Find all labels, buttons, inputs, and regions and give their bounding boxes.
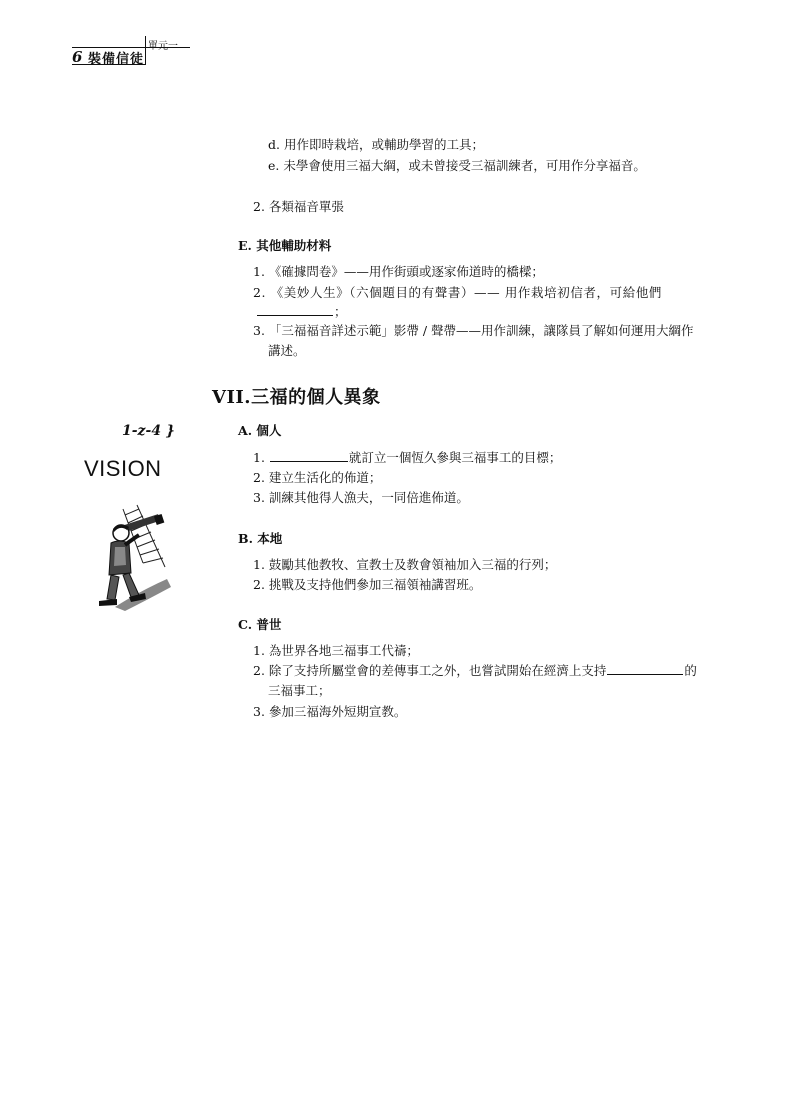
list-item-e2: 2. 《美妙人生》（六個題目的有聲書）—— 用作栽培初信者，可給他們 [253, 285, 663, 300]
list-item-a1 [253, 449, 561, 467]
list-item-a1-text: 就訂立一個恆久參與三福事工的目標； [348, 450, 562, 465]
list-item-e2-end: ； [334, 304, 347, 319]
list-item-a3: 3. 訓練其他得人漁夫，一同倍進佈道。 [253, 490, 469, 505]
list-item-a1-number: 1. [253, 450, 265, 465]
list-item-e1: 1. 《確據問卷》——用作街頭或逐家佈道時的橋樑； [253, 264, 544, 279]
fill-in-blank [607, 662, 683, 675]
section-heading-e: E. 其他輔助材料 [238, 238, 332, 253]
section-title-vii: VII.三福的個人異象 [212, 387, 381, 408]
book-title: 裝備信徒 [88, 52, 145, 67]
header-divider [145, 36, 146, 65]
fill-in-blank [257, 303, 333, 316]
section-heading-b: B. 本地 [238, 531, 283, 546]
vision-label: VISION [84, 456, 162, 481]
telescope-man-illustration [85, 503, 175, 619]
margin-reference: 1-z-4 } [122, 423, 175, 439]
list-item-e2-continued [256, 303, 347, 321]
page-number: 6 [72, 48, 83, 66]
list-item-c2-text: 2. 除了支持所屬堂會的差傳事工之外，也嘗試開始在經濟上支持 [253, 663, 607, 678]
list-item-e3-continued: 講述。 [268, 343, 306, 358]
list-item-tracts: 2. 各類福音單張 [253, 199, 344, 214]
section-heading-a: A. 個人 [238, 423, 282, 438]
list-item-e: e. 未學會使用三福大綱，或未曾接受三福訓練者，可用作分享福音。 [268, 158, 646, 173]
list-item-c1: 1. 為世界各地三福事工代禱； [253, 643, 419, 658]
fill-in-blank [270, 449, 348, 462]
unit-label: 單元一 [148, 41, 178, 52]
list-item-c2-suffix: 的 [684, 663, 697, 678]
list-item-b1: 1. 鼓勵其他教牧、宣教士及教會領袖加入三福的行列； [253, 557, 557, 572]
list-item-e3: 3. 「三福福音詳述示範」影帶 / 聲帶——用作訓練，讓隊員了解如何運用大綱作 [253, 323, 694, 338]
list-item-c2-continued: 三福事工； [268, 683, 331, 698]
list-item-c3: 3. 參加三福海外短期宣教。 [253, 704, 407, 719]
section-heading-c: C. 普世 [238, 617, 282, 632]
list-item-c2 [253, 662, 697, 680]
list-item-d: d. 用作即時栽培，或輔助學習的工具； [268, 137, 484, 152]
list-item-a2: 2. 建立生活化的佈道； [253, 470, 382, 485]
list-item-b2: 2. 挑戰及支持他們參加三福領袖講習班。 [253, 577, 482, 592]
